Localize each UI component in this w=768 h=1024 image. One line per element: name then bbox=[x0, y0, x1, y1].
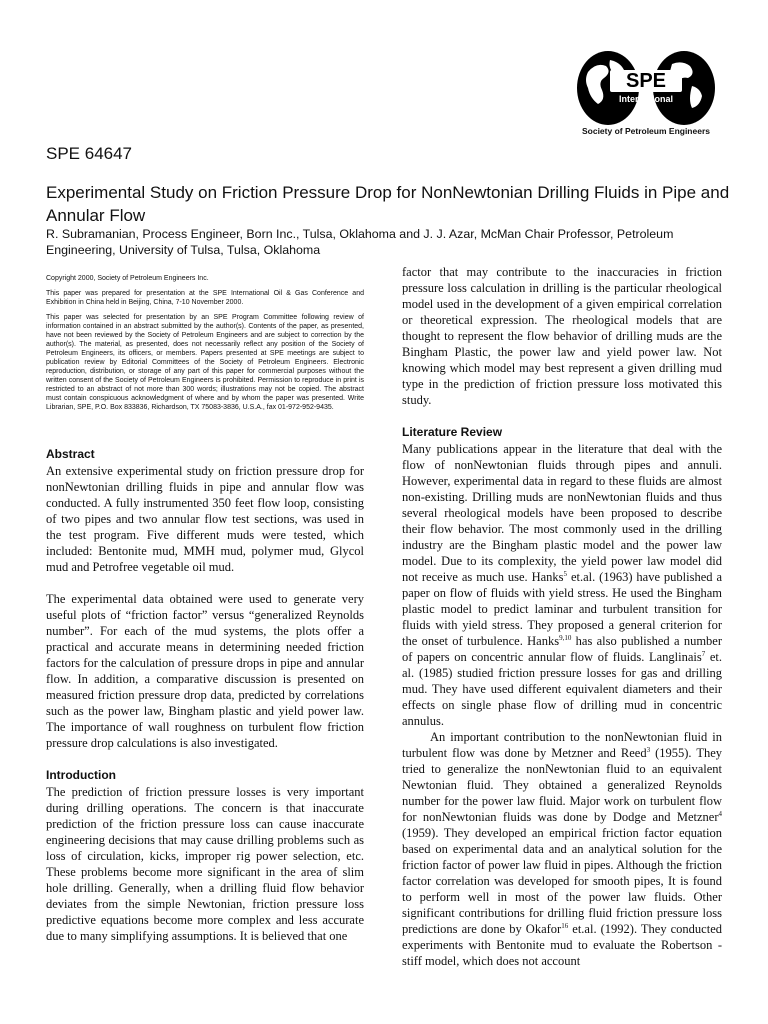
literature-paragraph-1: Many publications appear in the literature that deal with the flow of nonNewtonian fluids through pipes and annuli. However, experimental data in regard to these fluids are almost non-existing. Drilling muds are nonNewtonian fluids and thus several rheological models have been proposed to describe their flow behavior. The most commonly used in the drilling industry are the Bingham plastic model and the power law model. Due to its complexity, the yield power law model did not receive as much use. Hanks$^5$ et.al. (1963) have published a paper on flow of fluids with yield stress. He used the Bingham plastic model to predict laminar and turbulent transition for fluids with yield stress. They proposed a general criterion for the onset of turbulence. Hanks$^{9,10}$ has also published a number of papers on concentric annular flow of fluids. Langlinais$^7$ et. al. (1985) studied friction pressure losses for gas and drilling mud. They have used different equivalent diameters and their effects on single phase flow of drilling mud in concentric annulus. bbox=[402, 442, 723, 728]
citation-ref: 3 bbox=[646, 745, 651, 754]
literature-review-heading: Literature Review bbox=[402, 425, 503, 439]
citation-ref: 7 bbox=[701, 649, 706, 658]
introduction-paragraph-1-continued: factor that may contribute to the inaccuracies in friction pressure loss calculation in drilling is the particular rheological model used in the development of a given empirical correlation or theoretical expression. The rheological models that are thought to represent the flow behavior of drilling muds are the Bingham Plastic, the power law and yield power law. Not knowing which model may best represent a given drilling mud type in the prediction of friction pressure loss motivated this study. bbox=[402, 265, 722, 407]
paper-title: Experimental Study on Friction Pressure Drop for NonNewtonian Drilling Fluids in Pipe and Annular Flow bbox=[46, 183, 730, 225]
authors: R. Subramanian, Process Engineer, Born Inc., Tulsa, Oklahoma and J. J. Azar, McMan Chair Professor, Petroleum Engineering, University of Tulsa, Tulsa, Oklahoma bbox=[46, 227, 674, 257]
review-notice: This paper was selected for presentation by an SPE Program Committee following review of information contained in an abstract submitted by the author(s). Contents of the paper, as presented, have not been reviewed by the Society of Petroleum Engineers and are subject to correction by the author(s). The material, as presented, does not necessarily reflect any position of the Society of Petroleum Engineers, its officers, or members. Papers presented at SPE meetings are subject to publication review by Editorial Committees of the Society of Petroleum Engineers. Electronic reproduction, distribution, or storage of any part of this paper for commercial purposes without the written consent of the Society of Petroleum Engineers is prohibited. Permission to reproduce in print is restricted to an abstract of not more than 300 words; illustrations may not be copied. The abstract must contain conspicuous acknowledgment of where and by whom the paper was presented. Write Librarian, SPE, P.O. Box 833836, Richardson, TX 75083-3836, U.S.A., fax 01-972-952-9435. bbox=[46, 314, 364, 411]
presentation-note: This paper was prepared for presentation at the SPE International Oil & Gas Conference and Exhibition in China held in Beijing, China, 7-10 November 2000. bbox=[46, 290, 364, 306]
abstract-paragraph-2: The experimental data obtained were used to generate very useful plots of “friction factor” versus “generalized Reynolds number”. For each of the mud systems, the plots offer a practical and accurate means in determining needed friction factors for the calculation of pressure drops in pipe and annular flow. In addition, a comparative discussion is presented on measured friction pressure drop data, predicted by correlations such as the power law, Bingham plastic and yield power law. The importance of wall roughness on turbulent flow friction pressure drop calculations is also investigated. bbox=[46, 592, 364, 750]
left-column bbox=[46, 446, 364, 944]
logo-brand: SPE bbox=[625, 70, 667, 92]
citation-ref: 9,10 bbox=[559, 633, 572, 642]
citation-ref: 16 bbox=[561, 921, 569, 930]
right-column bbox=[402, 264, 722, 969]
copyright-line: Copyright 2000, Society of Petroleum Engineers Inc. bbox=[46, 275, 209, 282]
paper-number: SPE 64647 bbox=[46, 144, 133, 163]
spe-logo bbox=[574, 42, 718, 148]
logo-society: Society of Petroleum Engineers bbox=[581, 126, 710, 136]
introduction-paragraph-1: The prediction of friction pressure losses is very important during drilling operations. The concern is that inaccurate prediction of the friction pressure loss can cause inaccurate engineering decisions that may cause drilling problems such as loss of circulation, kicks, improper rig power selection, etc. These problems become more significant in the area of slim hole drilling. Generally, when a drilling fluid flow behavior deviates from the simple Newtonian, friction pressure loss predictive equations become more complex and less accurate due to many simplifying assumptions. It is believed that one bbox=[46, 785, 364, 943]
citation-ref: 4 bbox=[718, 809, 722, 818]
introduction-heading: Introduction bbox=[46, 768, 116, 782]
globe-icon bbox=[574, 42, 718, 126]
abstract-heading: Abstract bbox=[46, 447, 95, 461]
citation-ref: 5 bbox=[563, 569, 568, 578]
logo-subtitle: International bbox=[618, 94, 674, 104]
copyright-block bbox=[46, 274, 364, 418]
abstract-paragraph-1: An extensive experimental study on friction pressure drop for nonNewtonian drilling fluids in pipe and annular flow was conducted. A fully instrumented 350 feet flow loop, consisting of two pipes and two annular flow test sections, was used in the test program. Five different muds were tested, which included: Bentonite mud, MMH mud, polymer mud, Glycol mud and Petrofree vegetable oil mud. bbox=[46, 464, 364, 574]
literature-paragraph-2: An important contribution to the nonNewtonian fluid in turbulent flow was done by Metzner and Reed$^3$ (1955). They tried to generalize the nonNewtonian fluid to an equivalent Newtonian fluid. They obtained a generalized Reynolds number for the power law fluid. Major work on turbulent flow for nonNewtonian fluids was done by Dodge and Metzner$^4$ (1959). They developed an empirical friction factor equation based on experimental data and an analytical solution for the friction factor of power law fluid in pipes. Although the friction factor correlation was developed for smooth pipes, It is found to perform well in most of the power law fluids. Other significant contributions for drilling fluid friction pressure loss predictions are done by Okafor$^{16}$ et.al. (1992). They conducted experiments with Bentonite mud to evaluate the Robertson - stiff model, which does not account bbox=[402, 730, 722, 968]
